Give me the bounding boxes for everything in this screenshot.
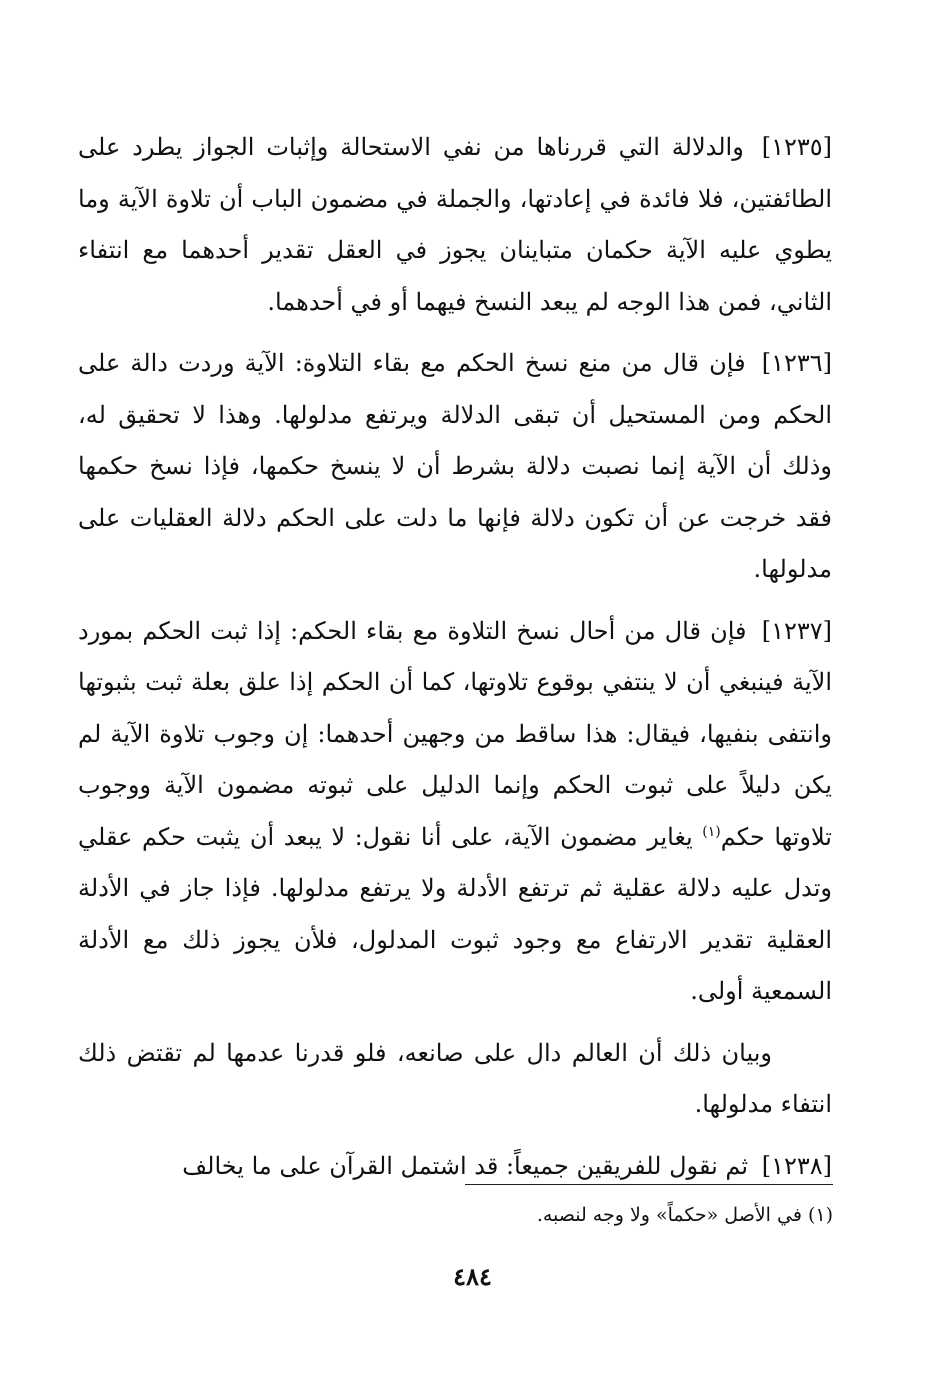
paragraph-text: وبيان ذلك أن العالم دال على صانعه، فلو قدرنا عدمها لم تقتض ذلك انتفاء مدلولها. xyxy=(78,1038,832,1118)
footnote-divider xyxy=(465,1184,833,1185)
paragraph-1237 xyxy=(78,606,832,1018)
paragraph-explanation xyxy=(78,1028,832,1131)
paragraph-1236 xyxy=(78,338,832,596)
paragraph-text: والدلالة التي قررناها من نفي الاستحالة وإثبات الجواز يطرد على الطائفتين، فلا فائدة في إعادتها، والجملة في مضمون الباب أن تلاوة الآية وما يطوي عليه الآية حكمان متباينان يجوز في العقل تقدير أحدهما مع انتفاء الثاني، فمن هذا الوجه لم يبعد النسخ فيهما أو في أحدهما. xyxy=(78,133,832,316)
paragraph-text-part-1: فإن قال من أحال نسخ التلاوة مع بقاء الحكم: إذا ثبت الحكم بمورد الآية فينبغي أن لا ينتفي بوقوع تلاوتها، كما أن الحكم إذا علق بعلة ثبت بثبوتها وانتفى بنفيها، فيقال: هذا ساقط من وجهين أحدهما: إن وجوب تلاوة الآية لم يكن دليلاً على ثبوت الحكم وإنما الدليل على ثبوته مضمون الآية ووجوب تلاوتها حكم xyxy=(78,616,832,851)
paragraph-number: [١٢٣٨] xyxy=(761,1151,832,1180)
paragraph-text: ثم نقول للفريقين جميعاً: قد اشتمل القرآن على ما يخالف xyxy=(182,1151,749,1180)
footnote-reference: (١) xyxy=(702,823,721,840)
paragraph-text: فإن قال من منع نسخ الحكم مع بقاء التلاوة: الآية وردت دالة على الحكم ومن المستحيل أن تبقى الدلالة ويرتفع مدلولها. وهذا لا تحقيق له، وذلك أن الآية إنما نصبت دلالة بشرط أن لا ينسخ حكمها، فإذا نسخ حكمها فقد خرجت عن أن تكون دلالة فإنها ما دلت على الحكم دلالة العقليات على مدلولها. xyxy=(78,349,832,583)
page-number: ٤٨٤ xyxy=(453,1262,492,1291)
footnote: (١) في الأصل «حكماً» ولا وجه لنصبه. xyxy=(536,1204,833,1226)
paragraph-number: [١٢٣٧] xyxy=(761,616,832,645)
paragraph-number: [١٢٣٦] xyxy=(761,349,832,377)
paragraph-1235 xyxy=(78,122,832,328)
paragraph-number: [١٢٣٥] xyxy=(761,133,832,161)
paragraph-text-part-2: يغاير مضمون الآية، على أنا نقول: لا يبعد أن يثبت حكم عقلي وتدل عليه دلالة عقلية ثم ترتفع الأدلة ولا يرتفع مدلولها. فإذا جاز في الأدلة العقلية تقدير الارتفاع مع وجود ثبوت المدلول، فلأن يجوز ذلك مع الأدلة السمعية أولى. xyxy=(78,822,832,1005)
main-text xyxy=(78,122,832,1202)
